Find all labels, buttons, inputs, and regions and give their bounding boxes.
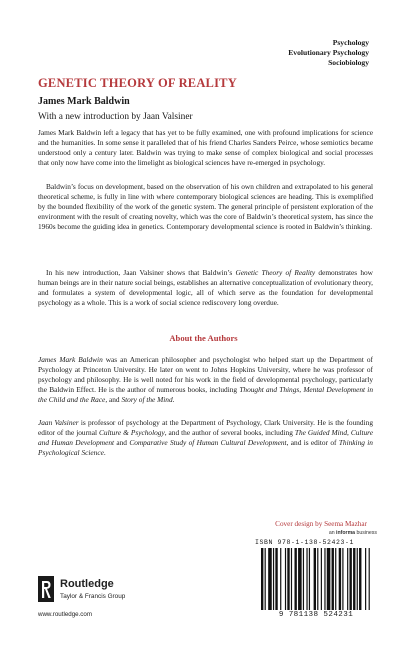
book-title-italic: Mental Development in the Child and the Race [38, 384, 374, 404]
routledge-logo-icon [38, 576, 54, 602]
bio-text-part: . [172, 394, 175, 404]
book-title-italic: Thinking in Psychological Science [38, 437, 373, 457]
book-title-italic: Genetic Theory of Reality [235, 268, 316, 277]
intro-line: With a new introduction by Jaan Valsiner [38, 112, 193, 122]
journal-title-italic: Culture & Psychology [99, 427, 165, 437]
cover-design-credit: Cover design by Seema Mazhar [275, 520, 367, 528]
about-authors-heading: About the Authors [169, 333, 238, 343]
author-name: James Mark Baldwin [38, 355, 103, 364]
paragraph-text: Baldwin’s focus on development, based on the observation of his own children and extrapolated to his general theoretical scheme, is fully in line with where contemporary biological sciences are heading. This is exemplified by the bounded flexibility of the work of the genetic system. The general principle of persistent exploration of the environment with the result of creating novelty, which was the core of Baldwin’s theoretical system, has since the 1960s become the guiding idea in genetics. Contemporary developmental science is rooted in Baldwin’s thinking. [38, 182, 373, 231]
subject-psychology: Psychology [332, 38, 369, 47]
description-paragraph-1 [38, 128, 373, 168]
book-title-italic: Thought and Things [239, 384, 300, 394]
book-title-italic: Story of the Mind [121, 394, 173, 404]
bio-text-part: , and [105, 394, 122, 404]
isbn-text: ISBN 978-1-138-52423-1 [255, 539, 355, 546]
bio-text-part: . [103, 447, 106, 457]
bio-text-part: , [347, 427, 351, 437]
bio-text-part: and [114, 437, 130, 447]
barcode-block [255, 530, 377, 620]
informa-brand: informa [336, 530, 356, 536]
subject-list [288, 38, 369, 68]
author-name: Jaan Valsiner [38, 418, 79, 427]
paragraph-text-part: demonstrates how human beings are in their nature social beings, establishes an alternative conceptualization of evolutionary theory, and formulates a system of developmental logic, all of which serve as the foundation for developmental psychology as a whole. This is a work of social science rediscovery long overdue. [38, 268, 373, 307]
paragraph-text: James Mark Baldwin left a legacy that has yet to be fully examined, one with profound implications for science and the humanities. In some sense it paralleled that of his friend Charles Sanders Peirce, whose semiotics became understood only a century later. Baldwin was trying to make sense of complex biological and social processes that only now have come into the limelight as biological sciences have re-emerged in psychology. [38, 128, 373, 167]
author-bio-valsiner [38, 418, 373, 458]
informa-business-mark [329, 530, 377, 536]
description-paragraph-2 [38, 182, 373, 232]
publisher-group: Taylor & Francis Group [60, 593, 126, 600]
paragraph-text-part: In his new introduction, Jaan Valsiner shows that Baldwin’s [46, 268, 236, 277]
book-title-italic: The Guided Mind [294, 427, 347, 437]
bio-text [38, 355, 373, 405]
book-author: James Mark Baldwin [38, 96, 130, 107]
bio-text-part: , [299, 384, 304, 394]
author-bio-baldwin [38, 355, 373, 405]
subject-sociobiology: Sociobiology [328, 58, 369, 67]
bio-text-part: , and is editor of [286, 437, 339, 447]
book-title: GENETIC THEORY OF REALITY [38, 76, 237, 90]
book-title-italic: Comparative Study of Human Cultural Development [129, 437, 287, 447]
description-paragraph-3 [38, 268, 373, 308]
barcode-number: 9 781138 524231 [278, 611, 354, 619]
subject-evolutionary-psychology: Evolutionary Psychology [288, 48, 369, 57]
bio-text [38, 418, 373, 458]
publisher-name: Routledge [60, 578, 114, 590]
informa-prefix: an [328, 530, 337, 536]
bio-text-part: is professor of psychology at the Department of Psychology, Clark University. He is the founding editor of the journal [38, 418, 373, 437]
bio-text-part: was an American philosopher and psychologist who helped start up the Department of Psychology at Princeton University. He later on went to Johns Hopkins University, where he was professor of psychology and philosophy. He is well noted for his work in the field of developmental psychology, particularly the Baldwin Effect. He is the author of numerous books, including [38, 355, 373, 394]
bio-text-part: , and the author of several books, including [164, 427, 295, 437]
book-title-italic: Culture and Human Development [38, 427, 373, 447]
barcode-icon [261, 548, 371, 610]
publisher-website[interactable]: www.routledge.com [38, 611, 92, 618]
informa-suffix: business [355, 530, 377, 536]
paragraph-text [38, 268, 373, 308]
